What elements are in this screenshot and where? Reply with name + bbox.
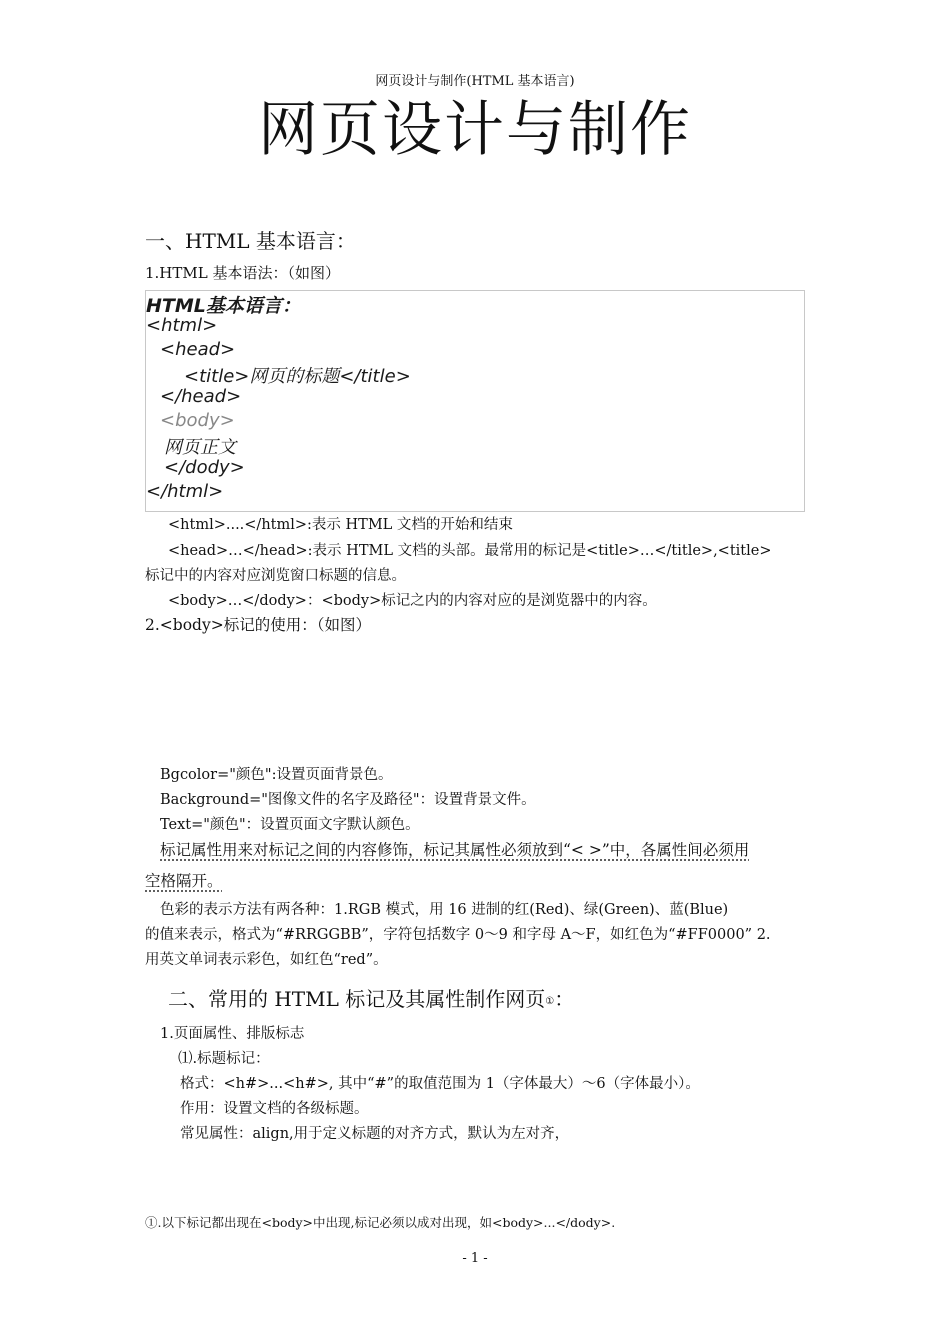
item-heading-tag: ⑴.标题标记： xyxy=(178,1051,270,1067)
code-line-html-open: <html> xyxy=(146,315,218,336)
heading-common-attr: 常见属性：align,用于定义标题的对齐方式，默认为左对齐， xyxy=(180,1126,570,1142)
color-methods-line3: 用英文单词表示彩色，如红色“red”。 xyxy=(145,952,388,968)
section1-subheading-syntax: 1.HTML 基本语法：（如图） xyxy=(145,264,340,282)
page-title: 网页设计与制作 xyxy=(258,95,692,165)
color-methods-line1: 色彩的表示方法有两各种：1.RGB 模式，用 16 进制的红(Red)、绿(Green)、蓝(Blue) xyxy=(160,902,729,918)
code-example-figure xyxy=(145,290,805,512)
note-attributes-line1: 标记属性用来对标记之间的内容修饰，标记其属性必须放到“< >”中，各属性间必须用 xyxy=(160,841,750,859)
code-line-body-text: 网页正文 xyxy=(164,437,236,458)
code-line-caption: HTML基本语言： xyxy=(146,295,301,317)
desc-head-tag-line1: <head>…</head>:表示 HTML 文档的头部。最常用的标记是<title>…</title>,<title> xyxy=(168,543,772,559)
attr-bgcolor: Bgcolor="颜色":设置页面背景色。 xyxy=(160,767,393,783)
code-line-head-close: </head> xyxy=(160,386,242,407)
desc-html-tag: <html>....</html>:表示 HTML 文档的开始和结束 xyxy=(168,517,513,533)
section1-subheading-body: 2.<body>标记的使用：（如图） xyxy=(145,616,371,634)
note-attributes-line2: 空格隔开。 xyxy=(145,872,223,890)
section1-heading: 一、HTML 基本语言： xyxy=(145,229,356,253)
section2-heading-colon: ： xyxy=(554,987,575,1011)
item-page-properties: 1.页面属性、排版标志 xyxy=(160,1026,305,1042)
code-line-html-close: </html> xyxy=(146,481,224,502)
code-line-head-open: <head> xyxy=(160,339,236,360)
attr-background: Background="图像文件的名字及路径"：设置背景文件。 xyxy=(160,792,536,808)
heading-format: 格式：<h#>...<h#>, 其中“#”的取值范围为 1（字体最大）～6（字体最小）。 xyxy=(180,1076,700,1092)
attr-text: Text="颜色"：设置页面文字默认颜色。 xyxy=(160,817,420,833)
code-line-body-open: <body> xyxy=(160,410,235,431)
footnote: ①.以下标记都出现在<body>中出现,标记必须以成对出现，如<body>...</dody>. xyxy=(145,1215,616,1230)
desc-body-tag: <body>…</dody>：<body>标记之内的内容对应的是浏览器中的内容。 xyxy=(168,593,657,609)
running-header: 网页设计与制作(HTML 基本语言) xyxy=(375,74,575,89)
section2-heading-text: 二、常用的 HTML 标记及其属性制作网页 xyxy=(168,987,546,1011)
heading-usage: 作用：设置文档的各级标题。 xyxy=(180,1101,369,1117)
color-methods-line2: 的值来表示，格式为“#RRGGBB”，字符包括数字 0～9 和字母 A～F，如红色为“#FF0000” 2. xyxy=(145,927,771,943)
desc-head-tag-line2: 标记中的内容对应浏览窗口标题的信息。 xyxy=(145,568,406,584)
section2-heading xyxy=(168,983,574,1012)
code-line-body-close: </dody> xyxy=(164,457,245,478)
footnote-marker: ① xyxy=(545,996,555,1007)
code-line-title: <title>网页的标题</title> xyxy=(184,366,411,387)
page-number: - 1 - xyxy=(462,1251,488,1266)
